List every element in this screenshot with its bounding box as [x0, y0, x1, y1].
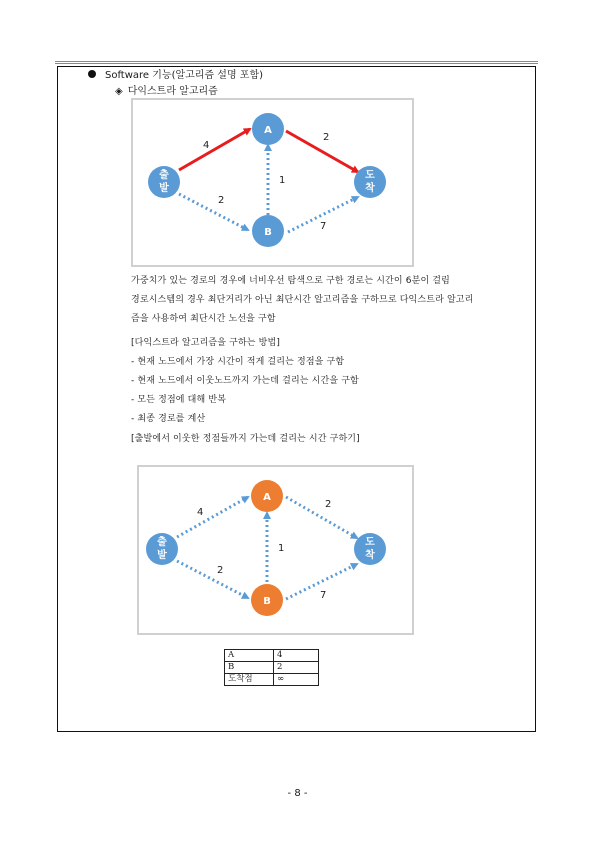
dijkstra-graph-initial	[131, 98, 414, 267]
list-item: - 최종 경로를 계산	[131, 414, 206, 424]
section-title: Software 기능(알고리즘 설명 포함)	[105, 70, 264, 81]
header-rule-top	[55, 61, 538, 62]
table-cell-node: 도착점	[225, 674, 274, 686]
weight-b-end: 7	[320, 590, 327, 601]
table-row	[225, 662, 319, 674]
edge-a-end	[286, 131, 358, 172]
table-cell-cost: ∞	[274, 674, 319, 686]
text-line: 즘을 사용하여 최단시간 노선을 구함	[131, 314, 276, 324]
weight-start-b: 2	[218, 195, 225, 206]
table-row	[225, 650, 319, 662]
page-number: - 8 -	[287, 788, 308, 799]
weight-a-end: 2	[325, 499, 332, 510]
diamond-bullet-icon: ◈	[115, 86, 123, 97]
edge-a-end	[286, 497, 357, 538]
weight-a-end: 2	[323, 132, 330, 143]
bullet-icon	[88, 70, 96, 78]
subsection-title: 다익스트라 알고리즘	[127, 86, 218, 97]
table-row	[225, 674, 319, 686]
node-start-label-1: 출	[157, 537, 167, 548]
weight-start-a: 4	[203, 140, 210, 151]
node-start-label-2: 발	[157, 550, 167, 561]
weight-start-a: 4	[197, 507, 204, 518]
node-end-label-1: 도	[365, 537, 375, 548]
edge-start-a	[177, 497, 248, 537]
weight-b-a: 1	[279, 175, 286, 186]
table-cell-cost: 2	[274, 662, 319, 674]
subsection-heading	[115, 86, 218, 98]
edge-start-b	[177, 561, 248, 598]
edge-start-a	[179, 129, 250, 170]
weight-b-a: 1	[278, 543, 285, 554]
list-item: - 현재 노드에서 이웃노드까지 가는데 걸리는 시간을 구함	[131, 376, 359, 386]
description-paragraph	[131, 272, 473, 329]
list-item: - 모든 정점에 대해 반복	[131, 395, 227, 405]
node-a-label: A	[263, 492, 271, 503]
node-end-label-1: 도	[365, 170, 375, 181]
section-heading	[88, 70, 263, 82]
weight-start-b: 2	[217, 565, 224, 576]
dijkstra-graph-step1	[137, 465, 414, 635]
table-cell-node: B	[225, 662, 274, 674]
text-line: 가중치가 있는 경로의 경우에 너비우선 탐색으로 구한 경로는 시간이 6분이 걸림	[131, 276, 450, 286]
weight-b-end: 7	[320, 221, 327, 232]
node-a-label: A	[264, 125, 272, 136]
method-list	[131, 334, 359, 429]
edge-start-b	[179, 194, 248, 230]
step-caption: [출발에서 이웃한 정점들까지 가는데 걸리는 시간 구하기]	[131, 434, 360, 444]
table-cell-node: A	[225, 650, 274, 662]
header-rule-bottom	[55, 63, 538, 64]
node-start-label-1: 출	[159, 170, 169, 181]
node-b-label: B	[264, 227, 272, 238]
table-cell-cost: 4	[274, 650, 319, 662]
text-line: 경로시스템의 경우 최단거리가 아닌 최단시간 알고리즘을 구하므로 다익스트라 알고리	[131, 295, 474, 305]
node-start-label-2: 발	[159, 183, 169, 194]
distance-table	[224, 649, 319, 686]
node-end-label-2: 착	[365, 550, 375, 561]
node-end-label-2: 착	[365, 183, 375, 194]
method-list-title: [다익스트라 알고리즘을 구하는 방법]	[131, 338, 281, 348]
list-item: - 현재 노드에서 가장 시간이 적게 걸리는 정점을 구함	[131, 357, 345, 367]
node-b-label: B	[263, 596, 271, 607]
